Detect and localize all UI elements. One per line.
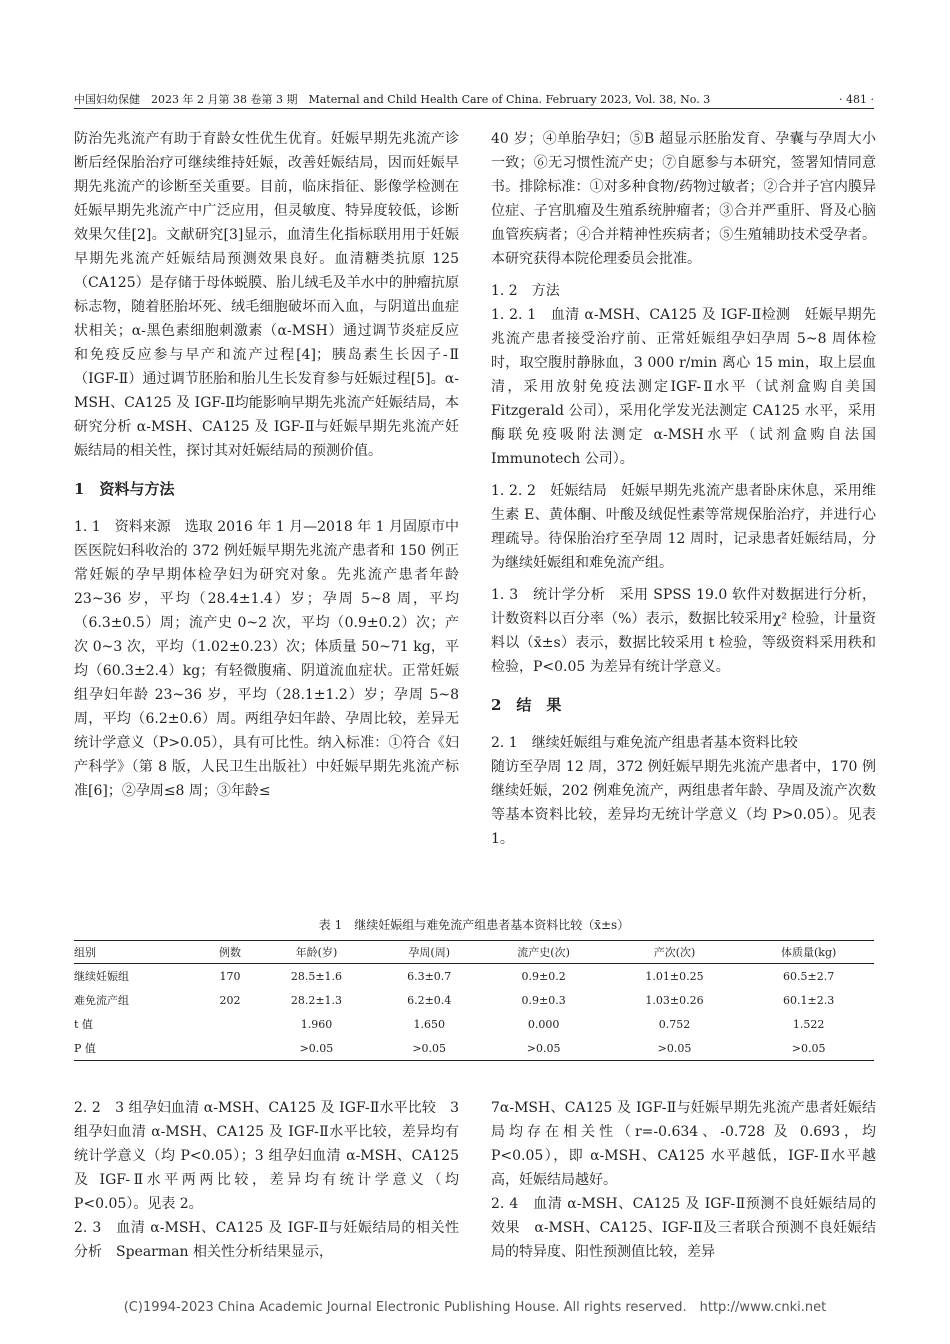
table-cell: 202 (219, 993, 241, 1007)
section-1-3-title: 1. 3 统计学分析 (491, 587, 606, 603)
table-cell: 170 (219, 969, 241, 983)
section-2-title: 2 结 果 (491, 696, 562, 714)
section-1-2-2-title: 1. 2. 2 妊娠结局 (491, 483, 607, 499)
section-1-2-1-title: 1. 2. 1 血清 α-MSH、CA125 及 IGF-Ⅱ检测 (491, 307, 791, 323)
section-1-2-1-text: 妊娠早期先兆流产患者接受治疗前、正常妊娠组孕妇孕周 5~8 周体检时，取空腹肘静脉血，3 000 r/min 离心 15 min，取上层血清，采用放射免疫法测定IGF-Ⅱ水平（试剂盒购自美国 Fitzgerald 公司），采用化学发光法测定 CA125 水平，采用酶联免疫吸附法测定 α-MSH水平（试剂盒购自法国 Immunotech 公司）。 (491, 307, 876, 467)
table-cell: 6.2±0.4 (407, 993, 452, 1007)
section-2-2-paragraph: 2. 2 3 组孕妇血清 α-MSH、CA125 及 IGF-Ⅱ水平比较 3 组孕妇血清 α-MSH、CA125 及 IGF-Ⅱ水平比较，差异均有统计学意义（均 P<0.05）；3 组孕妇血清 α-MSH、CA125 及 IGF-Ⅱ水平两两比较，差异均有统计学意义（均 P<0.05）。见表 2。 (74, 1100, 459, 1212)
intro-paragraph: 防治先兆流产有助于育龄女性优生优育。妊娠早期先兆流产诊断后经保胎治疗可继续维持妊娠，改善妊娠结局，因而妊娠早期先兆流产的诊断至关重要。目前，临床指征、影像学检测在妊娠早期先兆流产中广泛应用，但灵敏度、特异度较低，诊断效果欠佳[2]。文献研究[3]显示，血清生化指标联用用于妊娠早期先兆流产妊娠结局预测效果良好。血清糖类抗原 125（CA125）是存储于母体蜕膜、胎儿绒毛及羊水中的肿瘤抗原标志物，随着胚胎坏死、绒毛细胞破坏而入血，与阴道出血症状相关；α-黑色素细胞刺激素（α-MSH）通过调节炎症反应和免疫反应参与早产和流产过程[4]；胰岛素生长因子-Ⅱ（IGF-Ⅱ）通过调节胚胎和胎儿生长发育参与妊娠过程[5]。α-MSH、CA125 及 IGF-Ⅱ均能影响早期先兆流产妊娠结局，本研究分析 α-MSH、CA125 及 IGF-Ⅱ与妊娠早期先兆流产妊娠结局的相关性，探讨其对妊娠结局的预测价值。 (74, 131, 459, 459)
table-cell: 28.5±1.6 (290, 969, 343, 983)
section-1-title: 1 资料与方法 (74, 480, 175, 498)
running-header (74, 92, 874, 109)
section-1-1-text: 选取 2016 年 1 月—2018 年 1 月固原市中医医院妇科收治的 372 例妊娠早期先兆流产患者和 150 例正常妊娠的孕早期体检孕妇为研究对象。先兆流产患者年龄 23~36 岁，平均（28.4±1.4）岁；孕周 5~8 周，平均（6.3±0.5）周；流产史 0~2 次，平均（0.9±0.2）次；产次 0~3 次，平均（1.02±0.23）次；体质量 50~71 kg，平均（60.3±2.4）kg；有轻微腹痛、阴道流血症状。正常妊娠组孕妇年龄 23~36 岁，平均（28.1±1.2）岁；孕周 5~8 周，平均（6.2±0.6）周。两组孕妇年龄、孕周比较，差异无统计学意义（P>0.05），具有可比性。纳入标准：①符合《妇产科学》（第 8 版，人民卫生出版社）中妊娠早期先兆流产标准[6]；②孕周≤8 周；③年龄≤ (74, 519, 460, 799)
table-header-row (74, 941, 874, 964)
section-1-3-paragraph (491, 583, 876, 679)
copyright-footer: (C)1994-2023 China Academic Journal Electronic Publishing House. All rights reserved. http://www.cnki.net (123, 1300, 827, 1315)
table-header-cell: 年龄(岁) (256, 941, 377, 964)
table-cell: 0.752 (658, 1017, 691, 1031)
table-cell (204, 1036, 256, 1061)
table-cell: 0.9±0.3 (521, 993, 566, 1007)
table-cell: t 值 (74, 1018, 93, 1031)
bottom-left-column (74, 1096, 459, 1264)
table-header-cell: 组别 (74, 941, 204, 964)
table-row (74, 964, 874, 989)
table-cell: 难免流产组 (74, 994, 129, 1007)
table-cell: >0.05 (256, 1036, 377, 1061)
section-2-3-paragraph: 2. 3 血清 α-MSH、CA125 及 IGF-Ⅱ与妊娠结局的相关性分析 Spearman 相关性分析结果显示， (74, 1220, 459, 1260)
correlation-paragraph: 7α-MSH、CA125 及 IGF-Ⅱ与妊娠早期先兆流产患者妊娠结局均存在相关性（r=-0.634、-0.728 及 0.693，均 P<0.05），即 α-MSH、CA125 水平越低，IGF-Ⅱ水平越高，妊娠结局越好。 (491, 1100, 876, 1188)
table-cell: 0.9±0.2 (521, 969, 566, 983)
table-cell: >0.05 (481, 1036, 605, 1061)
table-cell: 0.000 (527, 1017, 560, 1031)
section-1-2-2-text: 妊娠早期先兆流产患者卧床休息，采用维生素 E、黄体酮、叶酸及绒促性素等常规保胎治疗，并进行心理疏导。待保胎治疗至孕周 12 周时，记录患者妊娠结局，分为继续妊娠组和难免流产组。 (491, 483, 876, 571)
table-row (74, 988, 874, 1012)
table-cell: >0.05 (377, 1036, 482, 1061)
table-cell: 1.650 (413, 1017, 445, 1031)
left-column (74, 127, 459, 811)
section-2-1-title: 2. 1 继续妊娠组与难免流产组患者基本资料比较 (491, 735, 798, 751)
table-header-cell: 产次(次) (606, 941, 744, 964)
page-number: · 481 · (839, 93, 874, 106)
table-row (74, 1012, 874, 1036)
table-row (74, 1036, 874, 1061)
table-cell: 1.01±0.25 (645, 969, 704, 983)
section-1-2-1-paragraph (491, 303, 876, 471)
table-cell: 6.3±0.7 (407, 969, 452, 983)
table-header-cell: 孕周(周) (377, 941, 482, 964)
section-1-2-title: 1. 2 方法 (491, 283, 560, 299)
table-cell: 1.522 (792, 1017, 825, 1031)
section-2-1-text: 随访至孕周 12 周，372 例妊娠早期先兆流产患者中，170 例继续妊娠，202 例难免流产，两组患者年龄、孕周及流产次数等基本资料比较，差异均无统计学意义（均 P>0.05）。见表 1。 (491, 759, 876, 847)
table-1 (74, 940, 874, 1061)
right-column (491, 127, 876, 859)
table-cell: >0.05 (743, 1036, 874, 1061)
section-1-1-paragraph (74, 515, 459, 803)
table-cell: 继续妊娠组 (74, 970, 129, 983)
table-header-cell: 流产史(次) (481, 941, 605, 964)
section-2-4-paragraph: 2. 4 血清 α-MSH、CA125 及 IGF-Ⅱ预测不良妊娠结局的效果 α-MSH、CA125、IGF-Ⅱ及三者联合预测不良妊娠结局的特异度、阳性预测值比较，差异 (491, 1196, 876, 1260)
table-cell: 1.960 (300, 1017, 333, 1031)
table-cell: 28.2±1.3 (290, 993, 343, 1007)
table-cell: 60.1±2.3 (783, 993, 835, 1007)
table-header-cell: 体质量(kg) (743, 941, 874, 964)
table-1-caption: 表 1 继续妊娠组与难免流产组患者基本资料比较（x̄±s） (318, 918, 630, 932)
table-cell: 60.5±2.7 (783, 969, 835, 983)
section-1-1-title: 1. 1 资料来源 (74, 519, 171, 535)
table-header-cell: 例数 (204, 941, 256, 964)
section-1-2-2-paragraph (491, 479, 876, 575)
criteria-paragraph: 40 岁；④单胎孕妇；⑤B 超显示胚胎发育、孕囊与孕周大小一致；⑥无习惯性流产史；⑦自愿参与本研究，签署知情同意书。排除标准：①对多种食物/药物过敏者；②合并子宫内膜异位症、子宫肌瘤及生殖系统肿瘤者；③合并严重肝、肾及心脑血管疾病者；④合并精神性疾病者；⑤生殖辅助技术受孕者。本研究获得本院伦理委员会批准。 (491, 131, 876, 267)
table-cell: P 值 (74, 1036, 204, 1061)
table-cell (204, 1012, 256, 1036)
table-cell: >0.05 (606, 1036, 744, 1061)
journal-citation: 中国妇幼保健 2023 年 2 月第 38 卷第 3 期 Maternal and Child Health Care of China. February 2023, Vol. 38, No. 3 (74, 93, 711, 106)
section-1-3-text: 采用 SPSS 19.0 软件对数据进行分析，计数资料以百分率（%）表示，数据比较采用χ² 检验，计量资料以（x̄±s）表示，数据比较采用 t 检验，等级资料采用秩和检验，P<0.05 为差异有统计学意义。 (491, 587, 877, 675)
table-cell: 1.03±0.26 (645, 993, 704, 1007)
bottom-right-column (491, 1096, 876, 1264)
